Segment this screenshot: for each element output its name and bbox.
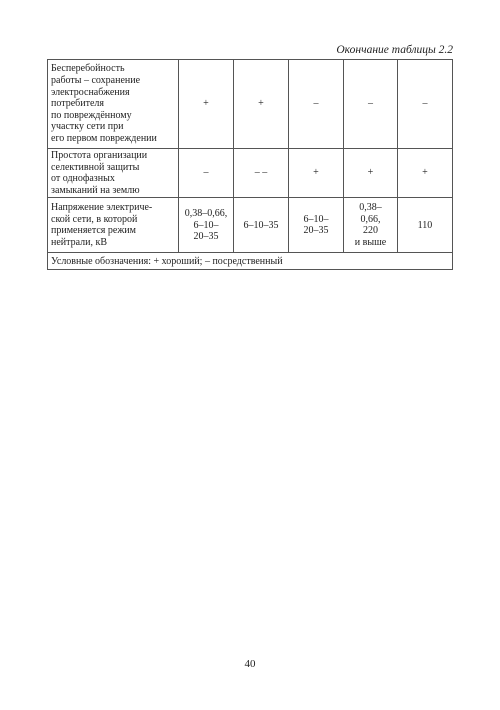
table-cell: 110 (398, 198, 453, 253)
page-number: 40 (244, 658, 256, 670)
table-cell: 6–10–35 (234, 198, 289, 253)
table-cell: – (398, 60, 453, 149)
table-row (48, 198, 453, 253)
row-label: Простота организации селективной защиты от однофазных замыканий на землю (48, 149, 179, 198)
table-cell: + (179, 60, 234, 149)
table-cell: 0,38–0,66, 6–10– 20–35 (179, 198, 234, 253)
comparison-table (47, 59, 453, 270)
table-cell: + (234, 60, 289, 149)
table-cell: – (179, 149, 234, 198)
table-cell: – (289, 60, 344, 149)
table-cell: 0,38– 0,66, 220 и выше (344, 198, 398, 253)
table-cell: – (344, 60, 398, 149)
table-row (48, 60, 453, 149)
legend-row (48, 253, 453, 270)
row-label: Бесперебойность работы – сохранение электроснабжения потребителя по повреждённому участку сети при его первом повреждении (48, 60, 179, 149)
row-label: Напряжение электриче- ской сети, в которой применяется режим нейтрали, кВ (48, 198, 179, 253)
table-cell: 6–10– 20–35 (289, 198, 344, 253)
table-legend: Условные обозначения: + хороший; – посредственный (48, 253, 453, 270)
table-row (48, 149, 453, 198)
table-cell: + (289, 149, 344, 198)
table-caption: Окончание таблицы 2.2 (336, 44, 453, 56)
table-cell: + (398, 149, 453, 198)
table-cell: – – (234, 149, 289, 198)
table-cell: + (344, 149, 398, 198)
